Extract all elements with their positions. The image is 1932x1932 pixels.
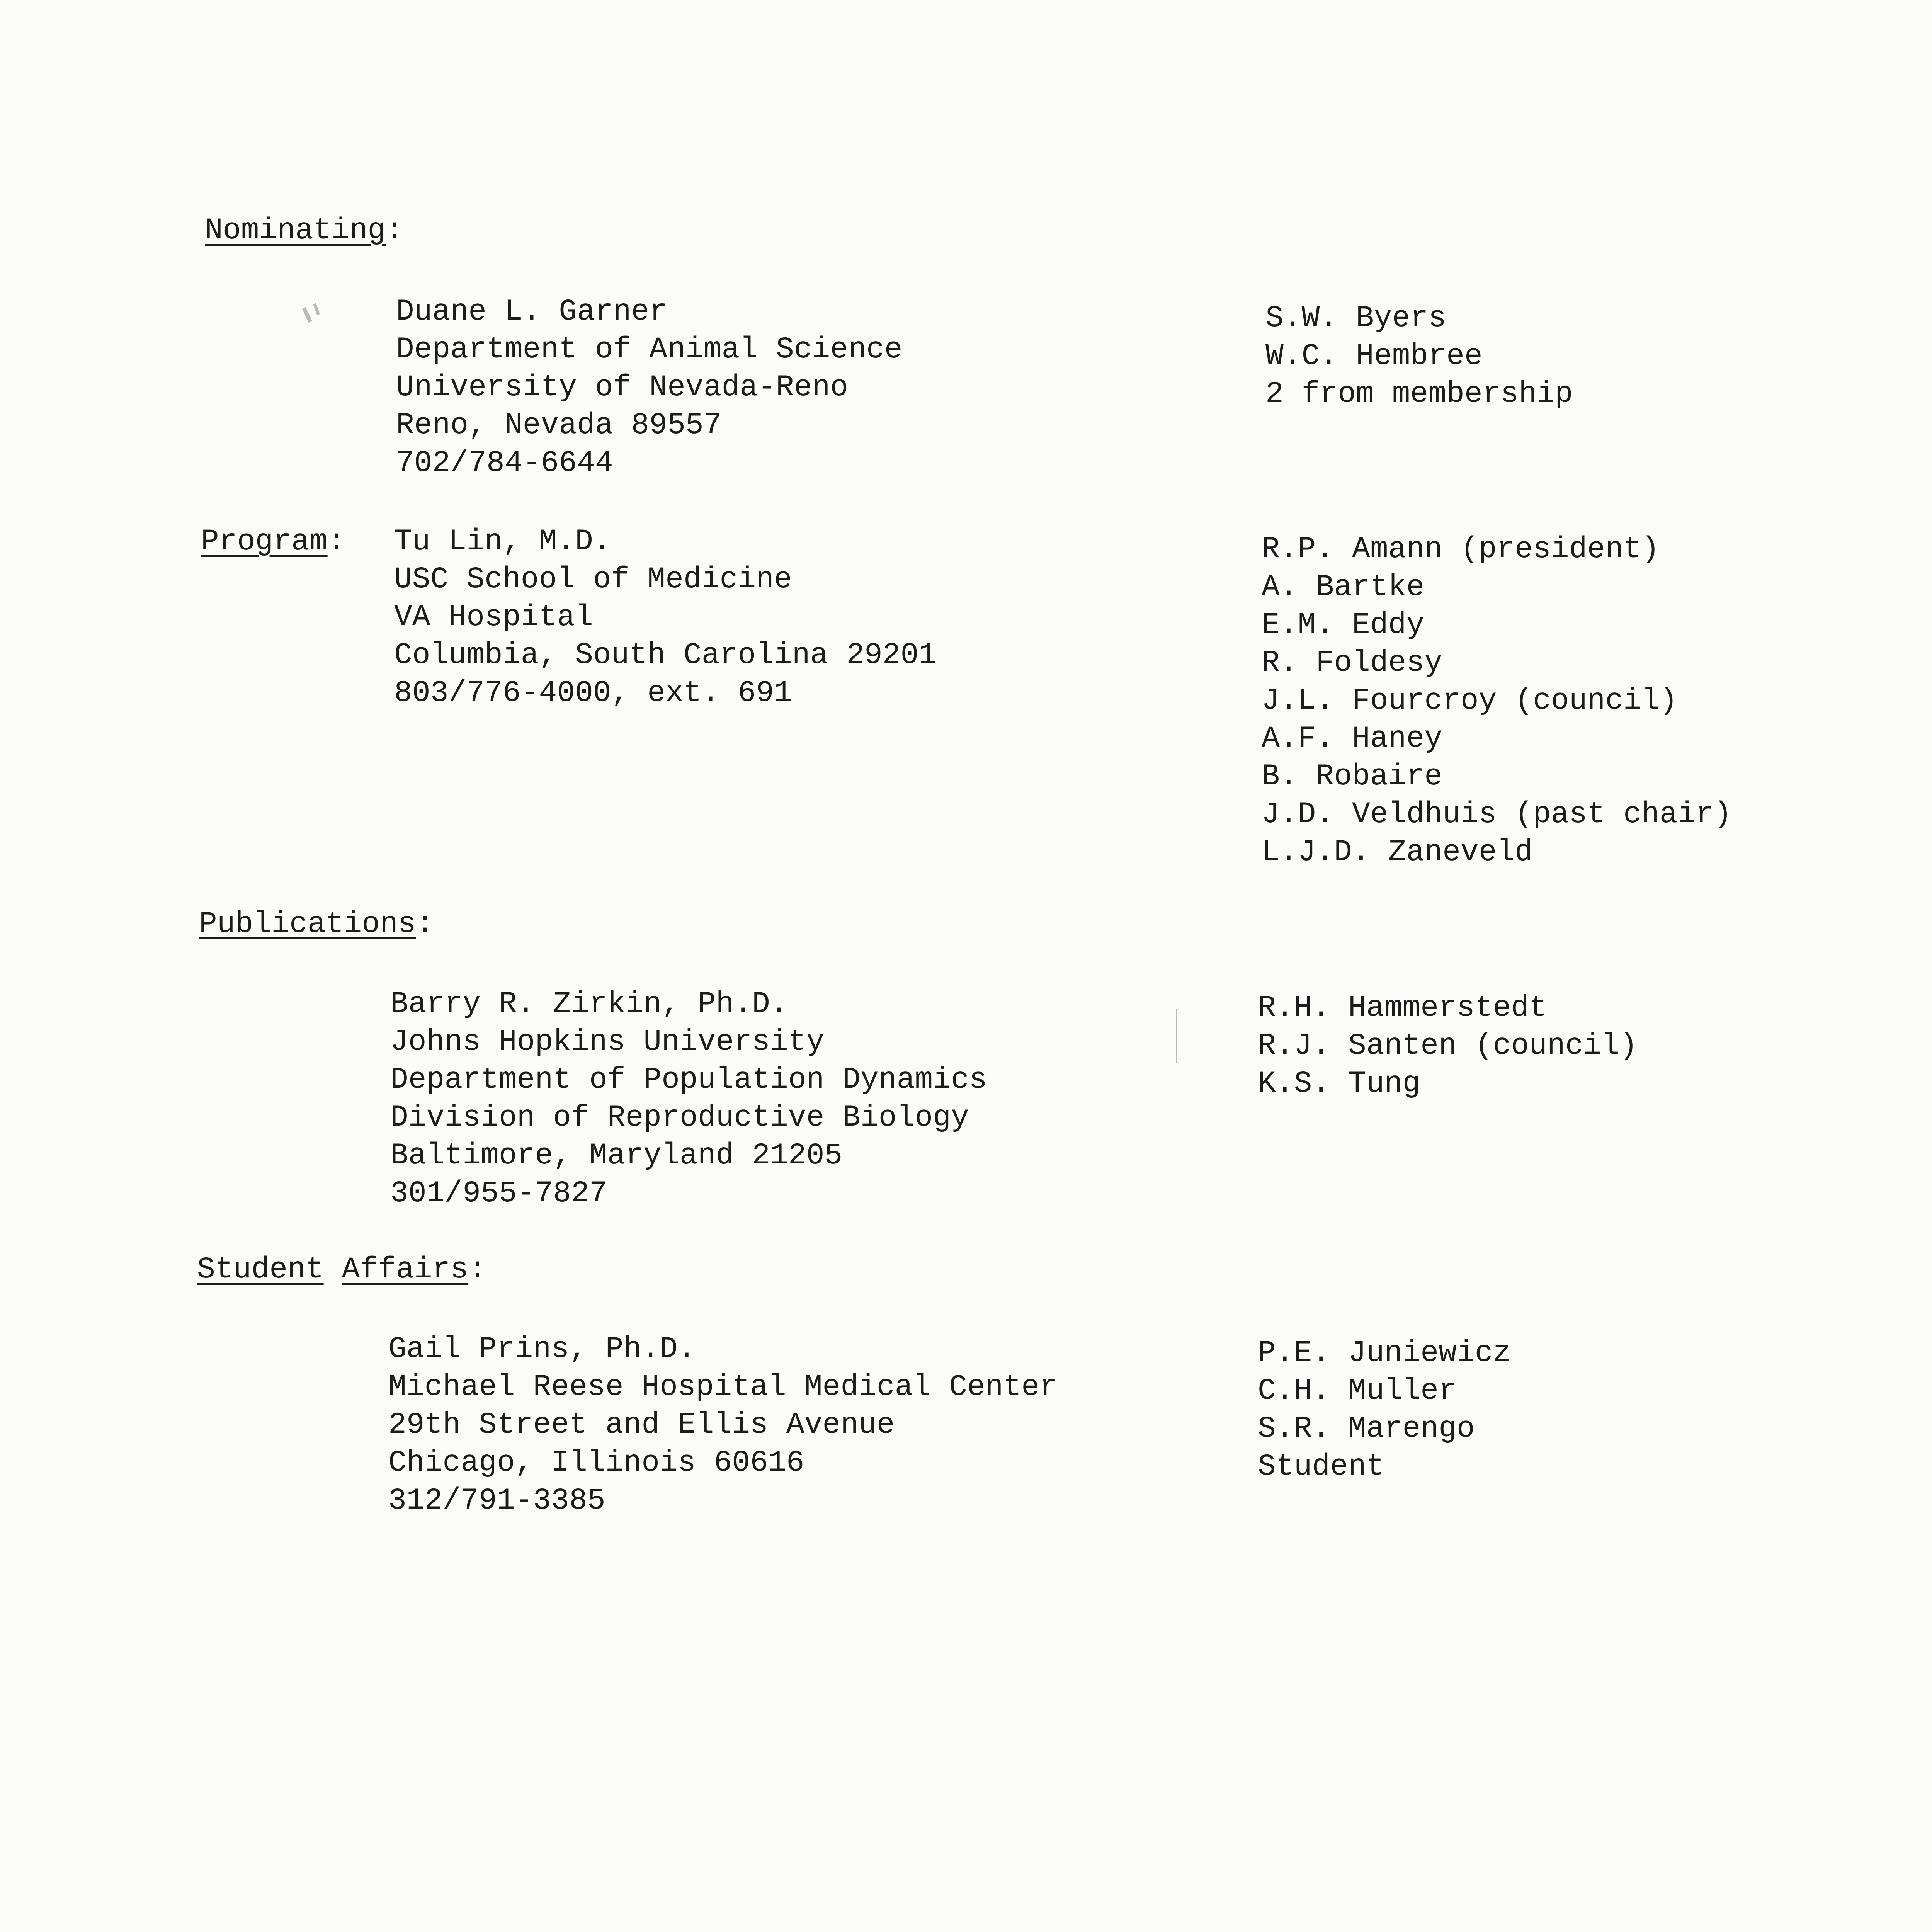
- address-line: Johns Hopkins University: [390, 1025, 825, 1059]
- member-name: J.L. Fourcroy (council): [1262, 684, 1678, 718]
- address-line: Columbia, South Carolina 29201: [394, 638, 937, 672]
- program-colon: :: [327, 525, 346, 559]
- student-affairs-label-word2: Affairs: [342, 1253, 469, 1287]
- member-name: R.J. Santen (council): [1258, 1029, 1638, 1063]
- address-line: Michael Reese Hospital Medical Center: [388, 1370, 1058, 1404]
- address-line: USC School of Medicine: [394, 563, 792, 597]
- address-line: 702/784-6644: [396, 446, 613, 480]
- address-line: Division of Reproductive Biology: [390, 1101, 969, 1135]
- faint-vertical-mark: [1176, 1009, 1177, 1063]
- address-line: Gail Prins, Ph.D.: [388, 1332, 696, 1366]
- member-name: A. Bartke: [1262, 570, 1425, 604]
- address-line: University of Nevada-Reno: [396, 371, 849, 405]
- address-line: 301/955-7827: [390, 1177, 607, 1211]
- member-name: J.D. Veldhuis (past chair): [1262, 798, 1732, 832]
- stray-pen-mark: [313, 303, 320, 315]
- nominating-chair-address: [396, 293, 903, 482]
- member-name: Student: [1258, 1450, 1384, 1484]
- student-affairs-members: [1258, 1334, 1511, 1486]
- address-line: Department of Population Dynamics: [390, 1063, 987, 1097]
- member-name: R.H. Hammerstedt: [1258, 991, 1547, 1025]
- program-members: [1262, 531, 1732, 871]
- address-line: Chicago, Illinois 60616: [388, 1446, 804, 1480]
- member-name: R. Foldesy: [1262, 646, 1443, 680]
- member-name: R.P. Amann (president): [1262, 532, 1660, 566]
- member-name: L.J.D. Zaneveld: [1262, 835, 1533, 869]
- student-affairs-heading: [197, 1251, 486, 1289]
- member-name: B. Robaire: [1262, 760, 1443, 794]
- member-name: P.E. Juniewicz: [1258, 1336, 1511, 1370]
- program-chair-address: [394, 523, 937, 712]
- address-line: Duane L. Garner: [396, 295, 668, 329]
- student-affairs-label-word1: Student: [197, 1253, 324, 1287]
- address-line: Reno, Nevada 89557: [396, 408, 722, 442]
- address-line: VA Hospital: [394, 600, 593, 634]
- member-name: W.C. Hembree: [1265, 339, 1483, 373]
- address-line: 803/776-4000, ext. 691: [394, 676, 792, 710]
- nominating-members: [1265, 299, 1573, 413]
- address-line: 29th Street and Ellis Avenue: [388, 1408, 895, 1442]
- member-name: E.M. Eddy: [1262, 608, 1425, 642]
- publications-members: [1258, 989, 1638, 1103]
- address-line: 312/791-3385: [388, 1484, 605, 1518]
- address-line: Baltimore, Maryland 21205: [390, 1139, 843, 1173]
- address-line: Tu Lin, M.D.: [394, 525, 611, 559]
- publications-colon: :: [416, 907, 434, 941]
- nominating-label: Nominating: [205, 214, 386, 248]
- stray-pen-mark: [302, 307, 312, 323]
- member-name: S.R. Marengo: [1258, 1412, 1475, 1446]
- member-name: S.W. Byers: [1265, 301, 1447, 335]
- student-affairs-colon: :: [468, 1253, 486, 1287]
- address-line: Barry R. Zirkin, Ph.D.: [390, 987, 788, 1021]
- publications-heading: [199, 905, 434, 943]
- publications-label: Publications: [199, 907, 416, 941]
- address-line: Department of Animal Science: [396, 333, 903, 367]
- member-name: K.S. Tung: [1258, 1067, 1421, 1101]
- nominating-colon: :: [386, 214, 404, 248]
- publications-chair-address: [390, 985, 987, 1213]
- member-name: C.H. Muller: [1258, 1374, 1457, 1408]
- program-label: Program: [201, 525, 328, 559]
- program-heading: [201, 523, 345, 561]
- member-name: 2 from membership: [1265, 377, 1573, 411]
- member-name: A.F. Haney: [1262, 722, 1443, 756]
- nominating-heading: [205, 212, 404, 250]
- student-affairs-chair-address: [388, 1330, 1058, 1520]
